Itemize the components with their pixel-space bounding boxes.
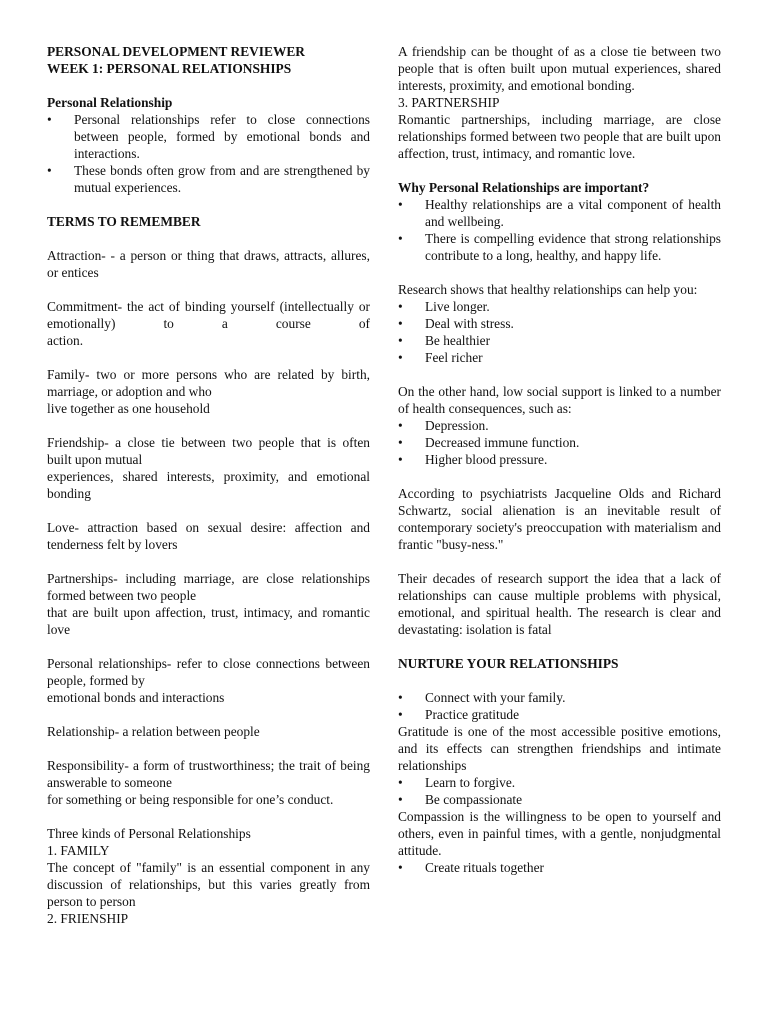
term-personal-relationships-line1: Personal relationships- refer to close connections between people, formed by [47, 656, 370, 688]
term-partnerships-line1: Partnerships- including marriage, are close relationships formed between two people [47, 571, 370, 603]
term-personal-relationships [47, 655, 370, 706]
kinds-heading: Three kinds of Personal Relationships [47, 826, 251, 841]
psychiatrists-paragraph: According to psychiatrists Jacqueline Olds and Richard Schwartz, social alienation is an inevitable result of contemporary society's preoccupation with materialism and frantic "busy-ness." [398, 486, 721, 552]
term-responsibility-line2: for something or being responsible for one’s conduct. [47, 792, 334, 807]
why-heading: Why Personal Relationships are important? [398, 180, 650, 195]
personal-relationship-heading: Personal Relationship [47, 95, 173, 110]
list-item: • Personal relationships refer to close connections between people, formed by emotional bonds and interactions. [47, 111, 370, 162]
term-family-line1: Family- two or more persons who are related by birth, marriage, or adoption and who [47, 367, 370, 399]
family-heading: 1. FAMILY [47, 843, 110, 858]
gratitude-paragraph: Gratitude is one of the most accessible positive emotions, and its effects can strengthen friendships and intimate relationships [398, 724, 721, 773]
right-column [398, 43, 721, 876]
list-item: • Live longer. [398, 298, 721, 315]
term-relationship: Relationship- a relation between people [47, 724, 260, 739]
term-friendship-line2: experiences, shared interests, proximity, and emotional bonding [47, 469, 370, 501]
friendship-heading: 2. FRIENSHIP [47, 911, 129, 926]
nurture-list-b [398, 774, 721, 808]
term-friendship [47, 434, 370, 502]
compassion-paragraph: Compassion is the willingness to be open to yourself and others, even in painful times, with a gentle, nonjudgmental attitude. [398, 809, 721, 858]
list-item: • Depression. [398, 417, 721, 434]
low-support-list [398, 417, 721, 468]
term-attraction: Attraction- - a person or thing that draws, attracts, allures, or entices [47, 248, 370, 280]
partnership-heading: 3. PARTNERSHIP [398, 95, 500, 110]
why-list [398, 196, 721, 264]
personal-relationship-list [47, 111, 370, 196]
list-item: • Be healthier [398, 332, 721, 349]
document-title: PERSONAL DEVELOPMENT REVIEWER [47, 44, 305, 59]
research-list [398, 298, 721, 366]
document-subtitle: WEEK 1: PERSONAL RELATIONSHIPS [47, 61, 292, 76]
term-family [47, 366, 370, 417]
list-item: • Connect with your family. [398, 689, 721, 706]
nurture-list-a [398, 689, 721, 723]
family-text: The concept of "family" is an essential component in any discussion of relationships, but this varies greatly from person to person [47, 860, 370, 909]
list-item: • Healthy relationships are a vital component of health and wellbeing. [398, 196, 721, 230]
term-commitment-line1: Commitment- the act of binding yourself (intellectually or emotionally) to a course of [47, 299, 370, 331]
list-item: • Learn to forgive. [398, 774, 721, 791]
low-support-intro: On the other hand, low social support is linked to a number of health consequences, such as: [398, 384, 721, 416]
term-personal-relationships-line2: emotional bonds and interactions [47, 690, 225, 705]
nurture-heading: NURTURE YOUR RELATIONSHIPS [398, 656, 619, 671]
list-item: • Be compassionate [398, 791, 721, 808]
term-partnerships [47, 570, 370, 638]
term-family-line2: live together as one household [47, 401, 210, 416]
list-item: • Practice gratitude [398, 706, 721, 723]
term-commitment-line2: action. [47, 333, 84, 348]
list-item: • Create rituals together [398, 859, 721, 876]
list-item: • Decreased immune function. [398, 434, 721, 451]
nurture-list-c [398, 859, 721, 876]
term-responsibility [47, 757, 370, 808]
research-intro: Research shows that healthy relationships can help you: [398, 282, 698, 297]
terms-heading: TERMS TO REMEMBER [47, 214, 201, 229]
list-item: • Deal with stress. [398, 315, 721, 332]
list-item: • Higher blood pressure. [398, 451, 721, 468]
term-love: Love- attraction based on sexual desire: affection and tenderness felt by lovers [47, 520, 370, 552]
left-column [47, 43, 370, 927]
list-item: • Feel richer [398, 349, 721, 366]
partnership-text: Romantic partnerships, including marriage, are close relationships formed between two people that are built upon affection, trust, intimacy, and romantic love. [398, 112, 721, 161]
list-item: • There is compelling evidence that strong relationships contribute to a long, healthy, and happy life. [398, 230, 721, 264]
term-commitment [47, 298, 370, 349]
term-friendship-line1: Friendship- a close tie between two people that is often built upon mutual [47, 435, 370, 467]
decades-paragraph: Their decades of research support the idea that a lack of relationships can cause multiple problems with physical, emotional, and spiritual health. The research is clear and devastating: isolation is fatal [398, 571, 721, 637]
term-partnerships-line2: that are built upon affection, trust, intimacy, and romantic love [47, 605, 370, 637]
list-item: • These bonds often grow from and are strengthened by mutual experiences. [47, 162, 370, 196]
friendship-text: A friendship can be thought of as a close tie between two people that is often built upon mutual experiences, shared interests, proximity, and emotional bonding. [398, 44, 721, 93]
term-responsibility-line1: Responsibility- a form of trustworthiness; the trait of being answerable to someone [47, 758, 370, 790]
